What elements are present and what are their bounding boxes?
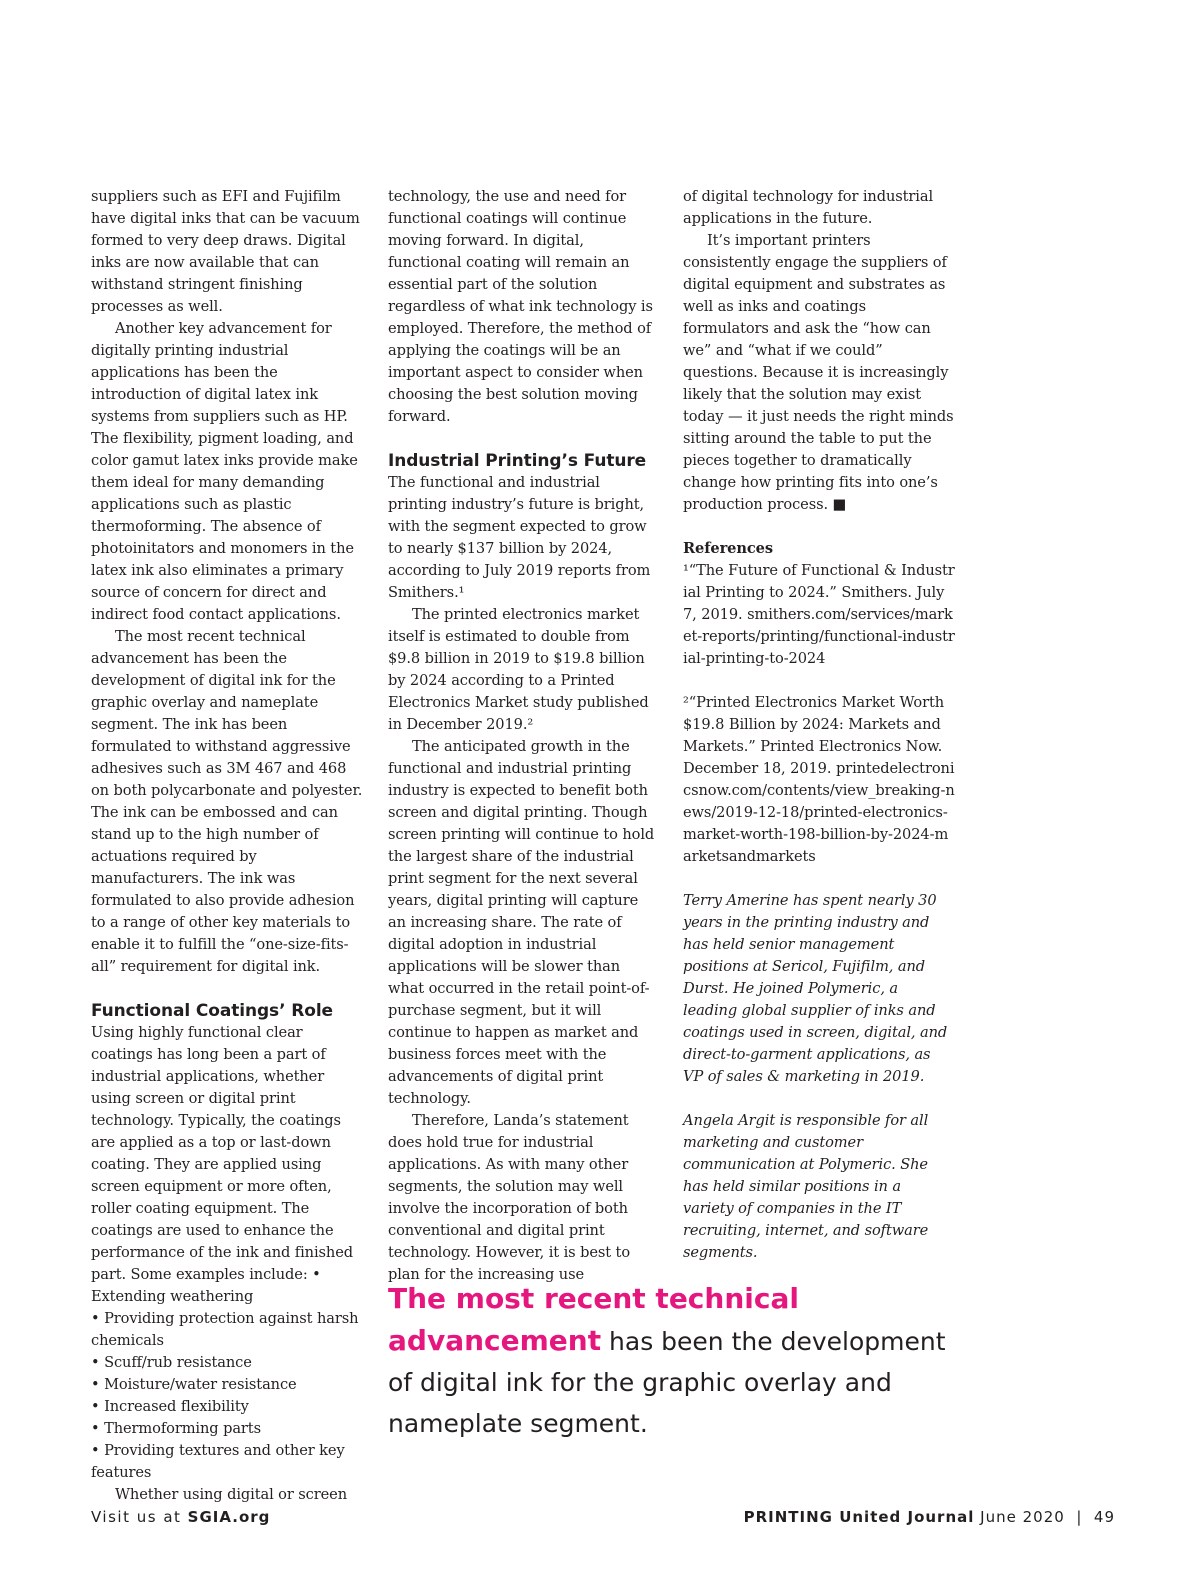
- footer-publication-name: PRINTING United Journal: [743, 1508, 975, 1526]
- article-column-3: [683, 186, 955, 1264]
- paragraph: The functional and industrial printing industry’s future is bright, with the segment expected to grow to nearly $137 billion by 2024, according to July 2019 reports from Smithers.¹: [388, 474, 651, 601]
- reference-2: ²“Printed Electronics Market Worth $19.8 Billion by 2024: Markets and Markets.” Printed Electronics Now. December 18, 2019. printedelectronicsnow.com/contents/view_breaking-news/2019-12-18/printed-electronics-market-worth-198-billion-by-2024-marketsandmarkets: [683, 694, 955, 865]
- footer-visit: [91, 1508, 270, 1526]
- paragraph: The most recent technical advancement has been the development of digital ink for the graphic overlay and nameplate segment. The ink has been formulated to withstand aggressive adhesives such as 3M 467 and 468 on both polycarbonate and polyester. The ink can be embossed and can stand up to the high number of actuations required by manufacturers. The ink was formulated to also provide adhesion to a range of other key materials to enable it to fulfill the “one-size-fits-all” requirement for digital ink.: [91, 628, 363, 975]
- reference-1: ¹“The Future of Functional & Industrial Printing to 2024.” Smithers. July 7, 2019. smithers.com/services/market-reports/printing/functional-industrial-printing-to-2024: [683, 562, 955, 667]
- paragraph: Whether using digital or screen: [115, 1486, 347, 1503]
- article-column-1: [91, 186, 363, 1506]
- paragraph: suppliers such as EFI and Fujifilm have digital inks that can be vacuum formed to very deep draws. Digital inks are now available that can withstand stringent finishing processes as well.: [91, 188, 360, 315]
- section-heading: Functional Coatings’ Role: [91, 1001, 333, 1021]
- list-item: • Moisture/water resistance: [91, 1374, 363, 1396]
- list-item: • Thermoforming parts: [91, 1418, 363, 1440]
- footer-visit-label: Visit us at: [91, 1508, 188, 1526]
- list-item: • Providing protection against harsh chemicals: [91, 1308, 363, 1352]
- paragraph: Therefore, Landa’s statement does hold true for industrial applications. As with many other segments, the solution may well involve the incorporation of both conventional and digital print technology. However, it is best to plan for the increasing use: [388, 1112, 630, 1283]
- references-heading: References: [683, 540, 773, 557]
- author-bio-terry: Terry Amerine has spent nearly 30 years in the printing industry and has held senior management positions at Sericol, Fujifilm, and Durst. He joined Polymeric, a leading global supplier of inks and coatings used in screen, digital, and direct-to-garment applications, as VP of sales & marketing in 2019.: [683, 892, 948, 1085]
- paragraph: Using highly functional clear coatings has long been a part of industrial applications, whether using screen or digital print technology. Typically, the coatings are applied as a top or last-down coating. They are applied using screen equipment or more often, roller coating equipment. The coatings are used to enhance the performance of the ink and finished part. Some examples include: • Extending weathering: [91, 1024, 354, 1305]
- paragraph: The printed electronics market itself is estimated to double from $9.8 billion in 2019 to $19.8 billion by 2024 according to a Printed Electronics Market study published in December 2019.²: [388, 606, 649, 733]
- author-bio-angela: Angela Argit is responsible for all marketing and customer communication at Polymeric. She has held similar positions in a variety of companies in the IT recruiting, internet, and software segments.: [683, 1112, 929, 1261]
- bullet-list: [91, 1308, 363, 1484]
- paragraph: The anticipated growth in the functional and industrial printing industry is expected to benefit both screen and digital printing. Though screen printing will continue to hold the largest share of the industrial print segment for the next several years, digital printing will capture an increasing share. The rate of digital adoption in industrial applications will be slower than what occurred in the retail point-of-purchase segment, but it will continue to happen as market and business forces meet with the advancements of digital print technology.: [388, 738, 655, 1107]
- list-item: • Scuff/rub resistance: [91, 1352, 363, 1374]
- list-item: • Providing textures and other key features: [91, 1440, 363, 1484]
- pull-quote: [388, 1278, 968, 1444]
- footer-issue-page: June 2020 | 49: [974, 1508, 1115, 1526]
- footer-publication: [744, 1508, 1115, 1526]
- section-heading: Industrial Printing’s Future: [388, 451, 647, 471]
- list-item: • Increased flexibility: [91, 1396, 363, 1418]
- footer-site-link[interactable]: SGIA.org: [187, 1508, 271, 1526]
- pull-quote-text: has been the development of digital ink for the graphic overlay and nameplate segment.: [388, 1327, 946, 1438]
- paragraph: of digital technology for industrial applications in the future.: [683, 188, 934, 227]
- paragraph: technology, the use and need for functional coatings will continue moving forward. In digital, functional coating will remain an essential part of the solution regardless of what ink technology is employed. Therefore, the method of applying the coatings will be an important aspect to consider when choosing the best solution moving forward.: [388, 188, 653, 425]
- paragraph: It’s important printers consistently engage the suppliers of digital equipment and substrates as well as inks and coatings formulators and ask the “how can we” and “what if we could” questions. Because it is increasingly likely that the solution may exist today — it just needs the right minds sitting around the table to put the pieces together to dramatically change how printing fits into one’s production process. ■: [683, 232, 954, 513]
- article-column-2: [388, 186, 660, 1286]
- pull-quote-highlight: The most recent technical advancement: [388, 1282, 799, 1357]
- paragraph: Another key advancement for digitally printing industrial applications has been the introduction of digital latex ink systems from suppliers such as HP. The flexibility, pigment loading, and color gamut latex inks provide make them ideal for many demanding applications such as plastic thermoforming. The absence of photoinitators and monomers in the latex ink also eliminates a primary source of concern for direct and indirect food contact applications.: [91, 320, 358, 623]
